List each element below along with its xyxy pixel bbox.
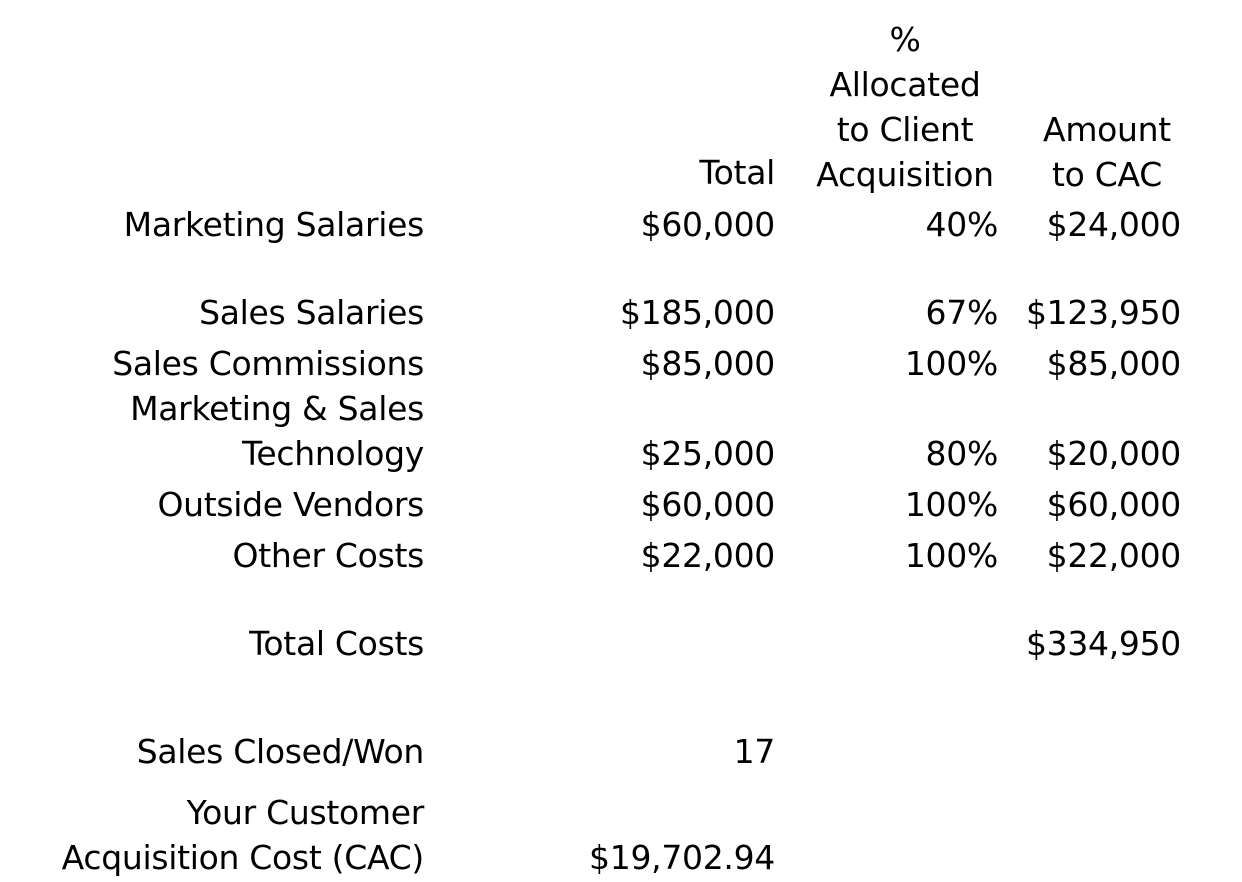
row-percent-marketing-sales-technology: 80% — [925, 434, 998, 473]
total-costs-amount: $334,950 — [1025, 624, 1181, 663]
row-total-other-costs: $22,000 — [640, 536, 775, 575]
row-total-outside-vendors: $60,000 — [640, 485, 775, 524]
row-label-other-costs: Other Costs — [232, 536, 424, 575]
row-label-sales-salaries: Sales Salaries — [199, 293, 424, 332]
row-percent-sales-commissions: 100% — [904, 344, 998, 383]
row-amount-other-costs: $22,000 — [1046, 536, 1181, 575]
row-percent-marketing-salaries: 40% — [925, 205, 998, 244]
row-label-marketing-sales-technology-line-2: Technology — [242, 434, 424, 473]
header-percent-line-2: Allocated — [829, 65, 981, 104]
row-amount-marketing-sales-technology: $20,000 — [1046, 434, 1181, 473]
header-total: Total — [699, 153, 775, 192]
row-amount-sales-salaries: $123,950 — [1025, 293, 1181, 332]
header-amount-to-cac — [1022, 107, 1192, 197]
cac-value: $19,702.94 — [589, 838, 775, 877]
row-total-marketing-sales-technology: $25,000 — [640, 434, 775, 473]
row-total-sales-commissions: $85,000 — [640, 344, 775, 383]
total-costs-label: Total Costs — [249, 624, 424, 663]
header-percent-line-1: % — [889, 20, 921, 59]
row-amount-marketing-salaries: $24,000 — [1046, 205, 1181, 244]
row-percent-sales-salaries: 67% — [925, 293, 998, 332]
row-amount-sales-commissions: $85,000 — [1046, 344, 1181, 383]
row-percent-other-costs: 100% — [904, 536, 998, 575]
header-percent-allocated — [800, 17, 1010, 197]
header-percent-line-4: Acquisition — [816, 155, 994, 194]
header-amount-line-1: Amount — [1043, 110, 1171, 149]
row-label-sales-commissions: Sales Commissions — [112, 344, 424, 383]
row-total-marketing-salaries: $60,000 — [640, 205, 775, 244]
row-label-marketing-sales-technology-line-1: Marketing & Sales — [130, 389, 424, 428]
cac-label-line-1: Your Customer — [186, 793, 424, 832]
row-percent-outside-vendors: 100% — [904, 485, 998, 524]
sales-closed-value: 17 — [733, 732, 775, 771]
row-label-outside-vendors: Outside Vendors — [157, 485, 424, 524]
row-label-marketing-salaries: Marketing Salaries — [123, 205, 424, 244]
header-amount-line-2: to CAC — [1052, 155, 1162, 194]
row-amount-outside-vendors: $60,000 — [1046, 485, 1181, 524]
row-total-sales-salaries: $185,000 — [619, 293, 775, 332]
cac-label-line-2: Acquisition Cost (CAC) — [61, 838, 424, 877]
header-percent-line-3: to Client — [836, 110, 974, 149]
sales-closed-label: Sales Closed/Won — [136, 732, 424, 771]
